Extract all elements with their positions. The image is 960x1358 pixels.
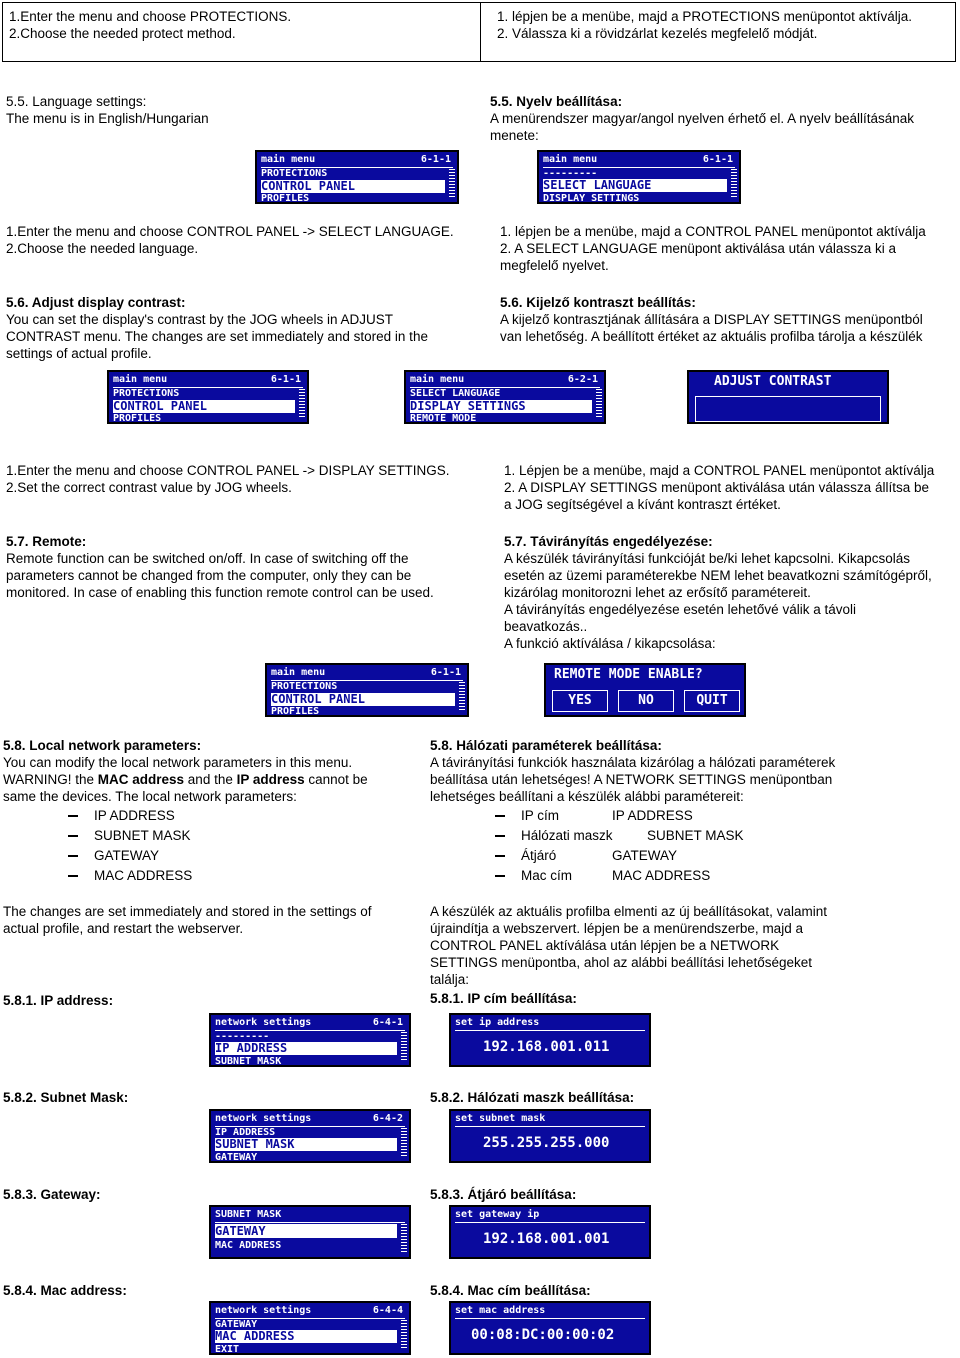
lcd-header: set ip address xyxy=(455,1017,540,1028)
s57-hu-l3: kizárólag monitorozni lehet az erősítő paramétereit. xyxy=(504,585,811,600)
s55-hu-text1: A menürendszer magyar/angol nyelven érhető el. A nyelv beállításának xyxy=(490,111,915,126)
lcd-header: main menu xyxy=(113,374,168,385)
lcd-item-dashes: --------- xyxy=(543,168,598,179)
lcd-header: network settings xyxy=(215,1113,312,1124)
lcd-item-ip-address: IP ADDRESS xyxy=(215,1127,276,1138)
lcd-mac-value: 00:08:DC:00:00:02 xyxy=(471,1327,615,1343)
lcd-main-menu-control-panel-3 xyxy=(265,663,469,717)
s57-hu-l6: A funkció aktíválása / kikapcsolása: xyxy=(504,636,716,651)
lcd-item-subnet-mask: SUBNET MASK xyxy=(215,1056,282,1067)
top-en-step2: 2.Choose the needed protect method. xyxy=(9,26,236,41)
s57-hu-l4: A távirányítás engedélyezése esetén lehetővé válik a távoli xyxy=(504,602,856,617)
s57-en-l3: monitored. In case of enabling this function remote control can be used. xyxy=(6,585,434,600)
s56-hu-step2: 2. A DISPLAY SETTINGS menüpont aktiválása után válassza állítsa be xyxy=(504,480,929,495)
s56-hu-step3: a JOG segítségével a kívánt kontraszt értéket. xyxy=(504,497,781,512)
s57-hu-l5: beavatkozás.. xyxy=(504,619,588,634)
lcd-item-protections: PROTECTIONS xyxy=(113,388,180,399)
en-list-item: MAC ADDRESS xyxy=(94,868,193,883)
lcd-network-gateway xyxy=(209,1205,411,1259)
s58-en-title: 5.8. Local network parameters: xyxy=(3,738,202,753)
lcd-remote-enable-title: REMOTE MODE ENABLE? xyxy=(554,667,703,682)
hu-list-item-en: SUBNET MASK xyxy=(647,828,744,843)
mask-en-title: 5.8.2. Subnet Mask: xyxy=(3,1090,129,1105)
lcd-item-exit: EXIT xyxy=(215,1344,240,1355)
mac-hu-title: 5.8.4. Mac cím beállítása: xyxy=(430,1283,591,1298)
lcd-item-protections: PROTECTIONS xyxy=(271,681,338,692)
s57-en-title: 5.7. Remote: xyxy=(6,534,87,549)
text: WARNING! the xyxy=(3,772,98,787)
top-hu-step1: 1. lépjen be a menübe, majd a PROTECTIONS menüpontot aktíválja. xyxy=(497,9,912,24)
lcd-gateway-value: 192.168.001.001 xyxy=(483,1231,610,1247)
s58-en-l2 xyxy=(3,771,368,789)
lcd-item-profiles: PROFILES xyxy=(261,193,310,204)
s55-en-step1: 1.Enter the menu and choose CONTROL PANEL -> SELECT LANGUAGE. xyxy=(6,224,454,239)
lcd-code: 6-1-1 xyxy=(270,374,301,385)
s56-hu-l2: van lehetőség. A beállított értéket az aktuális profilba tárolja a készülék xyxy=(500,329,923,344)
lcd-set-ip xyxy=(449,1013,651,1067)
s58-hu-l1: A távirányítási funkciók használata kizárólag a hálózati paraméterek xyxy=(430,755,836,770)
ip-en-title: 5.8.1. IP address: xyxy=(3,993,114,1008)
lcd-header: main menu xyxy=(271,667,326,678)
s56-en-l2: CONTRAST menu. The changes are set immediately and stored in the xyxy=(6,329,428,344)
s56-en-step1: 1.Enter the menu and choose CONTROL PANEL -> DISPLAY SETTINGS. xyxy=(6,463,450,478)
gw-en-title: 5.8.3. Gateway: xyxy=(3,1187,101,1202)
lcd-item-select-language: SELECT LANGUAGE xyxy=(410,388,501,399)
s56-en-step2: 2.Set the correct contrast value by JOG wheels. xyxy=(6,480,292,495)
lcd-header: main menu xyxy=(261,154,316,165)
lcd-item-control-panel: CONTROL PANEL xyxy=(113,400,295,413)
lcd-ip-value: 192.168.001.011 xyxy=(483,1039,610,1055)
lcd-header: network settings xyxy=(215,1305,312,1316)
lcd-item-subnet-mask: SUBNET MASK xyxy=(215,1209,282,1220)
lcd-item-protections: PROTECTIONS xyxy=(261,168,328,179)
mac-en-title: 5.8.4. Mac address: xyxy=(3,1283,127,1298)
lcd-header: set subnet mask xyxy=(455,1113,546,1124)
lcd-code: 6-1-1 xyxy=(430,667,461,678)
hu-list-item-en: MAC ADDRESS xyxy=(612,868,711,883)
s55-hu-step1: 1. lépjen be a menübe, majd a CONTROL PANEL menüpontot aktíválja xyxy=(500,224,926,239)
s56-en-l3: settings of actual profile. xyxy=(6,346,152,361)
lcd-item-dashes: --------- xyxy=(215,1031,270,1042)
lcd-header: set gateway ip xyxy=(455,1209,540,1220)
lcd-no-option: NO xyxy=(618,690,674,712)
en-list-item: GATEWAY xyxy=(94,848,160,863)
s56-hu-title: 5.6. Kijelző kontraszt beállítás: xyxy=(500,295,696,310)
hu-list-item: Hálózati maszk xyxy=(521,828,613,843)
lcd-header: main menu xyxy=(410,374,465,385)
s55-en-text: The menu is in English/Hungarian xyxy=(6,111,209,126)
s56-hu-step1: 1. Lépjen be a menübe, majd a CONTROL PANEL menüpontot aktíválja xyxy=(504,463,935,478)
lcd-quit-option: QUIT xyxy=(684,690,740,712)
s58-hu-title: 5.8. Hálózati paraméterek beállítása: xyxy=(430,738,662,753)
s58-hu-after1: A készülék az aktuális profilba elmenti az új beállításokat, valamint xyxy=(430,904,827,919)
lcd-item-mac-address: MAC ADDRESS xyxy=(215,1330,397,1343)
s58-hu-after4: SETTINGS menüpontba, ahol az alábbi beállítási lehetőségeket xyxy=(430,955,812,970)
lcd-item-control-panel: CONTROL PANEL xyxy=(261,180,445,193)
s58-hu-l3: lehetséges beállítani a készülék alábbi paramétereit: xyxy=(430,789,744,804)
s55-hu-text2: menete: xyxy=(490,128,539,143)
hu-list-item-en: GATEWAY xyxy=(612,848,678,863)
lcd-item-profiles: PROFILES xyxy=(271,706,320,717)
hu-list-item-en: IP ADDRESS xyxy=(612,808,693,823)
lcd-item-display-settings: DISPLAY SETTINGS xyxy=(410,400,592,413)
s58-en-l1: You can modify the local network parameters in this menu. xyxy=(3,755,353,770)
contrast-bar xyxy=(695,396,881,422)
lcd-item-subnet-mask: SUBNET MASK xyxy=(215,1138,397,1151)
s56-en-l1: You can set the display's contrast by the JOG wheels in ADJUST xyxy=(6,312,394,327)
lcd-code: 6-4-4 xyxy=(372,1305,403,1316)
en-list-item: SUBNET MASK xyxy=(94,828,191,843)
hu-list-item: Mac cím xyxy=(521,868,573,883)
lcd-item-gateway: GATEWAY xyxy=(215,1224,397,1238)
lcd-select-language xyxy=(537,150,741,204)
ip-address-bold: IP address xyxy=(236,772,305,787)
top-en-step1: 1.Enter the menu and choose PROTECTIONS. xyxy=(9,9,292,24)
s55-hu-step2: 2. A SELECT LANGUAGE menüpont aktiválása után válassza ki a xyxy=(500,241,896,256)
s58-hu-after5: találja: xyxy=(430,972,470,987)
s55-hu-step3: megfelelő nyelvet. xyxy=(500,258,609,273)
lcd-adjust-contrast-title: ADJUST CONTRAST xyxy=(714,374,832,389)
s57-hu-l2: esetén az üzemi paraméterekbe NEM lehet beavatkozni számítógépről, xyxy=(504,568,932,583)
hu-list-item: IP cím xyxy=(521,808,560,823)
s56-en-title: 5.6. Adjust display contrast: xyxy=(6,295,186,310)
lcd-header: set mac address xyxy=(455,1305,546,1316)
en-list-item: IP ADDRESS xyxy=(94,808,175,823)
lcd-network-subnet xyxy=(209,1109,411,1163)
s58-hu-after2: újraindítja a webszervert. lépjen be a menürendszerbe, majd a xyxy=(430,921,803,936)
lcd-header: network settings xyxy=(215,1017,312,1028)
lcd-set-gateway xyxy=(449,1205,651,1259)
s58-hu-l2: beállítása után lehetséges! A NETWORK SETTINGS menüpontban xyxy=(430,772,833,787)
lcd-code: 6-4-1 xyxy=(372,1017,403,1028)
top-hu-step2: 2. Válassza ki a rövidzárlat kezelés megfelelő módját. xyxy=(497,26,818,41)
lcd-set-subnet xyxy=(449,1109,651,1163)
gw-hu-title: 5.8.3. Átjáró beállítása: xyxy=(430,1187,577,1202)
s57-hu-title: 5.7. Távirányítás engedélyezése: xyxy=(504,534,713,549)
text: and the xyxy=(184,772,237,787)
s58-en-after2: actual profile, and restart the webserver. xyxy=(3,921,244,936)
s55-en-step2: 2.Choose the needed language. xyxy=(6,241,199,256)
table-divider xyxy=(480,2,481,62)
mask-hu-title: 5.8.2. Hálózati maszk beállítása: xyxy=(430,1090,635,1105)
s57-hu-l1: A készülék távirányítási funkcióját be/ki lehet kapcsolni. Kikapcsolás xyxy=(504,551,910,566)
lcd-yes-option: YES xyxy=(552,690,608,712)
lcd-item-control-panel: CONTROL PANEL xyxy=(271,693,455,706)
lcd-item-gateway: GATEWAY xyxy=(215,1152,258,1163)
lcd-header: main menu xyxy=(543,154,598,165)
lcd-code: 6-1-1 xyxy=(702,154,733,165)
lcd-code: 6-4-2 xyxy=(372,1113,403,1124)
hu-list-item: Átjáró xyxy=(521,848,557,863)
s58-en-l3: same the devices. The local network parameters: xyxy=(3,789,297,804)
lcd-set-mac xyxy=(449,1301,651,1355)
lcd-remote-mode-enable xyxy=(544,663,746,717)
lcd-item-ip-address: IP ADDRESS xyxy=(215,1042,397,1055)
lcd-item-remote-mode: REMOTE MODE xyxy=(410,413,477,424)
ip-hu-title: 5.8.1. IP cím beállítása: xyxy=(430,991,577,1006)
lcd-display-settings xyxy=(404,370,606,424)
lcd-network-ip xyxy=(209,1013,411,1067)
mac-address-bold: MAC address xyxy=(97,772,185,787)
lcd-item-select-language: SELECT LANGUAGE xyxy=(543,179,727,192)
s57-en-l2: parameters cannot be changed from the computer, only they can be xyxy=(6,568,412,583)
lcd-item-mac-address: MAC ADDRESS xyxy=(215,1240,282,1251)
s57-en-l1: Remote function can be switched on/off. In case of switching off the xyxy=(6,551,409,566)
lcd-network-mac xyxy=(209,1301,411,1355)
lcd-subnet-value: 255.255.255.000 xyxy=(483,1135,610,1151)
lcd-adjust-contrast xyxy=(687,370,889,424)
lcd-code: 6-1-1 xyxy=(420,154,451,165)
s55-hu-title: 5.5. Nyelv beállítása: xyxy=(490,94,623,109)
lcd-main-menu-control-panel-2 xyxy=(107,370,309,424)
lcd-main-menu-control-panel xyxy=(255,150,459,204)
text: cannot be xyxy=(304,772,368,787)
s56-hu-l1: A kijelző kontrasztjának állítására a DISPLAY SETTINGS menüpontból xyxy=(500,312,923,327)
lcd-item-profiles: PROFILES xyxy=(113,413,162,424)
lcd-item-gateway: GATEWAY xyxy=(215,1319,258,1330)
s58-hu-after3: CONTROL PANEL aktíválása után lépjen be a NETWORK xyxy=(430,938,780,953)
s55-en-title: 5.5. Language settings: xyxy=(6,94,147,109)
lcd-code: 6-2-1 xyxy=(567,374,598,385)
s58-en-after1: The changes are set immediately and stored in the settings of xyxy=(3,904,372,919)
lcd-item-display-settings: DISPLAY SETTINGS xyxy=(543,193,640,204)
